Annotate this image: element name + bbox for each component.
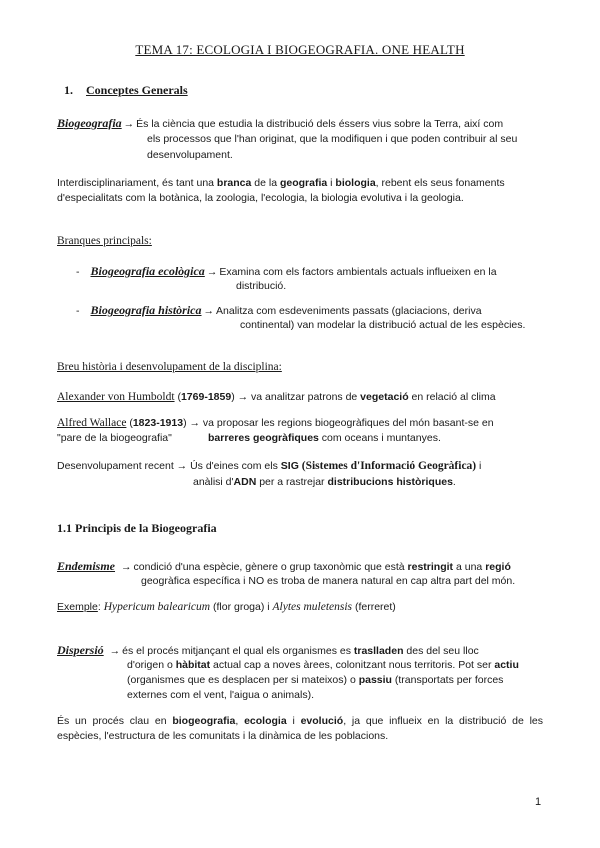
- arrow-icon: →: [123, 118, 135, 130]
- list-item-branca-ecologica: - Biogeografia ecològica → Examina com els factors ambientals actuals influeixen en la: [76, 264, 497, 278]
- list-item-branca-historica: - Biogeografia històrica → Analitza com esdeveniments passats (glaciacions, deriva: [76, 303, 482, 317]
- historia-wallace-line-2: "pare de la biogeografia": [57, 432, 172, 444]
- historia-recent-line-2: anàlisi d'ADN per a rastrejar distribucions històriques.: [193, 476, 456, 488]
- bullet: -: [76, 305, 80, 317]
- name-wallace: Alfred Wallace: [57, 417, 127, 429]
- definition-endemisme-line-2: geogràfica específica i NO es troba de manera natural en cap altra part del món.: [141, 575, 516, 587]
- term-dispersio: Dispersió: [57, 643, 104, 657]
- definition-dispersio-line-2: d'origen o hàbitat actual cap a noves àrees, colonitzant nous territoris. Pot ser actiu: [127, 659, 519, 671]
- species-alytes: Alytes muletensis: [272, 601, 353, 613]
- definition-dispersio-line-4: externes com el vent, l'aigua o animals).: [127, 689, 315, 701]
- exemple-line: Exemple: Hypericum balearicum (flor groga) i Alytes muletensis (ferreret): [57, 601, 396, 613]
- historia-wallace-line-1: Alfred Wallace (1823-1913) → va proposar les regions biogeogràfiques del món basant-se en: [57, 417, 494, 429]
- subsection-heading: 1.1 Principis de la Biogeografia: [57, 521, 217, 535]
- paragraph-interdisciplinary-line-1: Interdisciplinariament, és tant una branca de la geografia i biologia, rebent els seus fonaments: [57, 177, 505, 189]
- arrow-icon: →: [121, 561, 132, 573]
- paragraph-proces-clau: És un procés clau en biogeografia, ecologia i evolució, ja que influeix en la distribució de les espècies, l'estructura de les comunitats i la dinàmica de les poblacions.: [57, 715, 543, 742]
- historia-heading: Breu història i desenvolupament de la disciplina:: [57, 361, 282, 373]
- definition-dispersio-line-3: (organismes que es desplacen per si mateixos) o passiu (transportats per forces: [127, 674, 504, 686]
- term-biogeografia-ecologica: Biogeografia ecològica: [90, 264, 205, 278]
- historia-recent-line-1: Desenvolupament recent → Ús d'eines com els SIG (Sistemes d'Informació Geogràfica) i: [57, 460, 482, 472]
- name-humboldt: Alexander von Humboldt: [57, 391, 175, 403]
- section-heading: [64, 83, 188, 98]
- section-label: Conceptes Generals: [86, 83, 188, 97]
- definition-dispersio-line-1: Dispersió → és el procés mitjançant el qual els organismes es traslladen des del seu lloc: [57, 643, 479, 657]
- section-number: 1.: [64, 83, 73, 97]
- definition-biogeografia-line-2: els processos que l'han originat, que la modifiquen i que poden contribuir al seu: [147, 133, 518, 145]
- definition-endemisme-line-1: Endemisme → condició d'una espècie, gènere o grup taxonòmic que està restringit a una regió: [57, 559, 511, 573]
- arrow-icon: →: [109, 645, 121, 657]
- definition-biogeografia-line-1: Biogeografia → És la ciència que estudia la distribució dels éssers vius sobre la Terra, així com: [57, 116, 504, 130]
- page-number: 1: [535, 796, 542, 808]
- term-biogeografia: Biogeografia: [57, 116, 122, 130]
- historia-humboldt: Alexander von Humboldt (1769-1859) → va analitzar patrons de vegetació en relació al clima: [57, 391, 496, 403]
- list-item-branca-ecologica-line-2: distribució.: [236, 280, 287, 292]
- arrow-icon: →: [203, 305, 215, 317]
- page-title: TEMA 17: ECOLOGIA I BIOGEOGRAFIA. ONE HEALTH: [135, 42, 465, 57]
- term-biogeografia-historica: Biogeografia històrica: [90, 303, 202, 317]
- arrow-icon: →: [206, 266, 218, 278]
- term-endemisme: Endemisme: [57, 559, 116, 573]
- paragraph-interdisciplinary-line-2: d'especialitats com la botànica, la zoologia, l'ecologia, la biologia evolutiva i la geologia.: [57, 192, 464, 204]
- branques-heading: Branques principals:: [57, 235, 152, 247]
- bullet: -: [76, 266, 80, 278]
- species-hypericum: Hypericum balearicum: [103, 601, 211, 613]
- historia-wallace-line-2b: barreres geogràfiques com oceans i muntanyes.: [208, 432, 441, 444]
- exemple-label: Exemple: [57, 601, 98, 613]
- definition-biogeografia-line-3: desenvolupament.: [147, 149, 233, 161]
- list-item-branca-historica-line-2: continental) van modelar la distribució actual de les espècies.: [240, 319, 526, 331]
